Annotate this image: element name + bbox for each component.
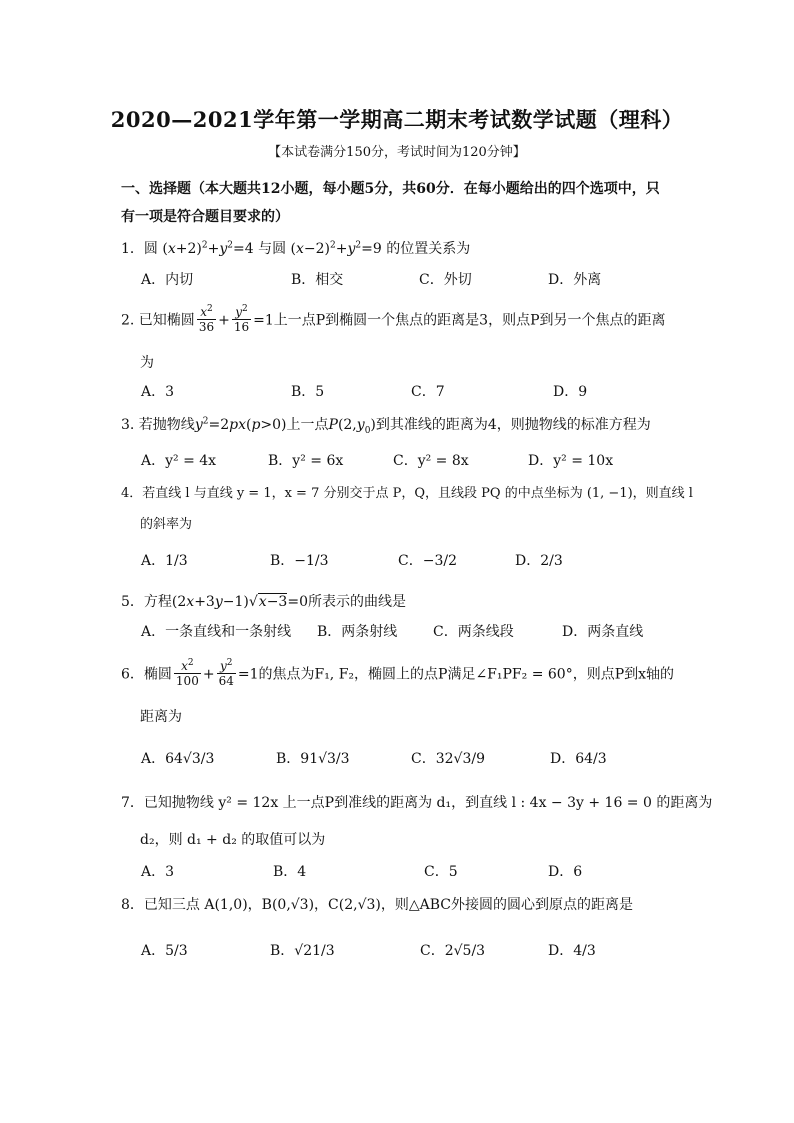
q2-option-d: D．9 <box>553 384 588 400</box>
q7-option-b: B．4 <box>273 864 307 880</box>
q6-fraction-x: $\frac{x^2}{100}$ <box>175 658 199 689</box>
question-1 <box>121 241 470 258</box>
q7-option-c: C．5 <box>424 864 458 880</box>
q3-prefix: 3. 若抛物线 <box>121 417 195 433</box>
q6-option-c: C．32√3/9 <box>411 751 485 767</box>
q6-fraction-y: $\frac{y^2}{64}$ <box>218 658 234 689</box>
question-3 <box>121 417 651 434</box>
q7-option-a: A．3 <box>141 864 175 880</box>
q1-prefix: 1．圆 <box>121 241 158 257</box>
q6-option-b: B．91√3/3 <box>276 751 350 767</box>
q1-option-a: A．内切 <box>141 272 194 288</box>
q5-option-d: D．两条直线 <box>562 624 644 640</box>
q8-option-d: D．4/3 <box>548 943 596 959</box>
q6-line2: 距离为 <box>140 709 182 725</box>
q6-mid: 的焦点为F₁, F₂，椭圆上的点P满足∠F₁PF₂ = 60°，则点P到x轴的 <box>258 666 675 683</box>
q3-formula: $y^2=2px(p>0)$ <box>194 416 287 433</box>
exam-title: 2020—2021学年第一学期高二期末考试数学试题（理科） <box>110 107 684 132</box>
q1-formula-a: $(x+2)^2+y^2=4$ <box>162 240 254 257</box>
question-4-line2: 的斜率为 <box>140 517 193 532</box>
q2-option-c: C．7 <box>411 384 445 400</box>
question-4-line1: 4．若直线 l 与直线 y = 1，x = 7 分别交于点 P，Q，且线段 PQ 的中点坐标为 (1, −1)，则直线 l <box>121 486 693 501</box>
question-7-line1: 7．已知抛物线 y² = 12x 上一点P到准线的距离为 d₁，到直线 l : 4x − 3y + 16 = 0 的距离为 <box>121 795 713 811</box>
question-8: 8．已知三点 A(1,0)，B(0,√3)，C(2,√3)，则△ABC外接圆的圆心到原点的距离是 <box>121 897 634 913</box>
q5-suffix: 所表示的曲线是 <box>307 594 406 610</box>
q5-option-a: A．一条直线和一条射线 <box>141 624 292 640</box>
q5-formula: (2x+3y−1)√x−3=0 <box>171 594 308 610</box>
q1-suffix: 的位置关系为 <box>386 241 471 257</box>
question-7-line2: d₂，则 d₁ + d₂ 的取值可以为 <box>140 832 326 848</box>
q3-mid: 上一点 <box>286 417 329 433</box>
q5-option-c: C．两条线段 <box>433 624 514 640</box>
q5-option-b: B．两条射线 <box>317 624 398 640</box>
q1-option-d: D．外离 <box>548 272 602 288</box>
q2-prefix: 2. 已知椭圆 <box>121 312 195 329</box>
q5-prefix: 5．方程 <box>121 594 172 610</box>
q1-formula-b: $(x-2)^2+y^2=9$ <box>290 240 382 257</box>
q7-option-d: D．6 <box>548 864 583 880</box>
q3-option-c: C．y² = 8x <box>393 453 469 469</box>
q6-option-a: A．64√3/3 <box>141 751 215 767</box>
q8-option-b: B．√21/3 <box>270 943 335 959</box>
q3-option-d: D．y² = 10x <box>528 453 614 469</box>
q2-fraction-x: $\frac{x^2}{36}$ <box>198 304 215 335</box>
question-6: 6．椭圆 $\frac{x^2}{100}$ + $\frac{y^2}{64}$ =1的焦点为F₁, F₂，椭圆上的点P满足∠F₁PF₂ = 60°，则点P到x轴的 <box>121 658 675 689</box>
section-heading-line2: 有一项是符合题目要求的） <box>121 209 289 225</box>
q2-option-a: A．3 <box>141 384 175 400</box>
q6-prefix: 6．椭圆 <box>121 666 172 683</box>
q3-option-b: B．y² = 6x <box>268 453 344 469</box>
q3-option-a: A．y² = 4x <box>141 453 217 469</box>
q2-fraction-y: $\frac{y^2}{16}$ <box>233 304 250 335</box>
q3-suffix: 到其准线的距离为4，则抛物线的标准方程为 <box>375 417 651 433</box>
q8-option-a: A．5/3 <box>141 943 188 959</box>
q3-point: $P(2,y_0)$ <box>328 417 376 436</box>
q4-option-d: D．2/3 <box>515 553 563 569</box>
question-5 <box>121 594 406 611</box>
section-heading-line1: 一、选择题（本大题共12小题，每小题5分，共60分．在每小题给出的四个选项中，只 <box>121 181 660 197</box>
q4-option-b: B．−1/3 <box>270 553 329 569</box>
q4-option-c: C．−3/2 <box>398 553 457 569</box>
q2-suffix: 上一点P到椭圆一个焦点的距离是3，则点P到另一个焦点的距离 <box>273 312 666 329</box>
exam-subtitle: 【本试卷满分150分，考试时间为120分钟】 <box>268 145 526 160</box>
q2-line2: 为 <box>140 355 154 371</box>
q4-option-a: A．1/3 <box>141 553 188 569</box>
q1-option-b: B．相交 <box>291 272 344 288</box>
q2-option-b: B．5 <box>291 384 325 400</box>
q1-option-c: C．外切 <box>419 272 472 288</box>
q1-mid: 与圆 <box>258 241 287 257</box>
q6-option-d: D．64/3 <box>550 751 607 767</box>
q8-option-c: C．2√5/3 <box>420 943 486 959</box>
question-2: 2. 已知椭圆 $\frac{x^2}{36}$ + $\frac{y^2}{16}$ =1上一点P到椭圆一个焦点的距离是3，则点P到另一个焦点的距离 <box>121 304 666 335</box>
